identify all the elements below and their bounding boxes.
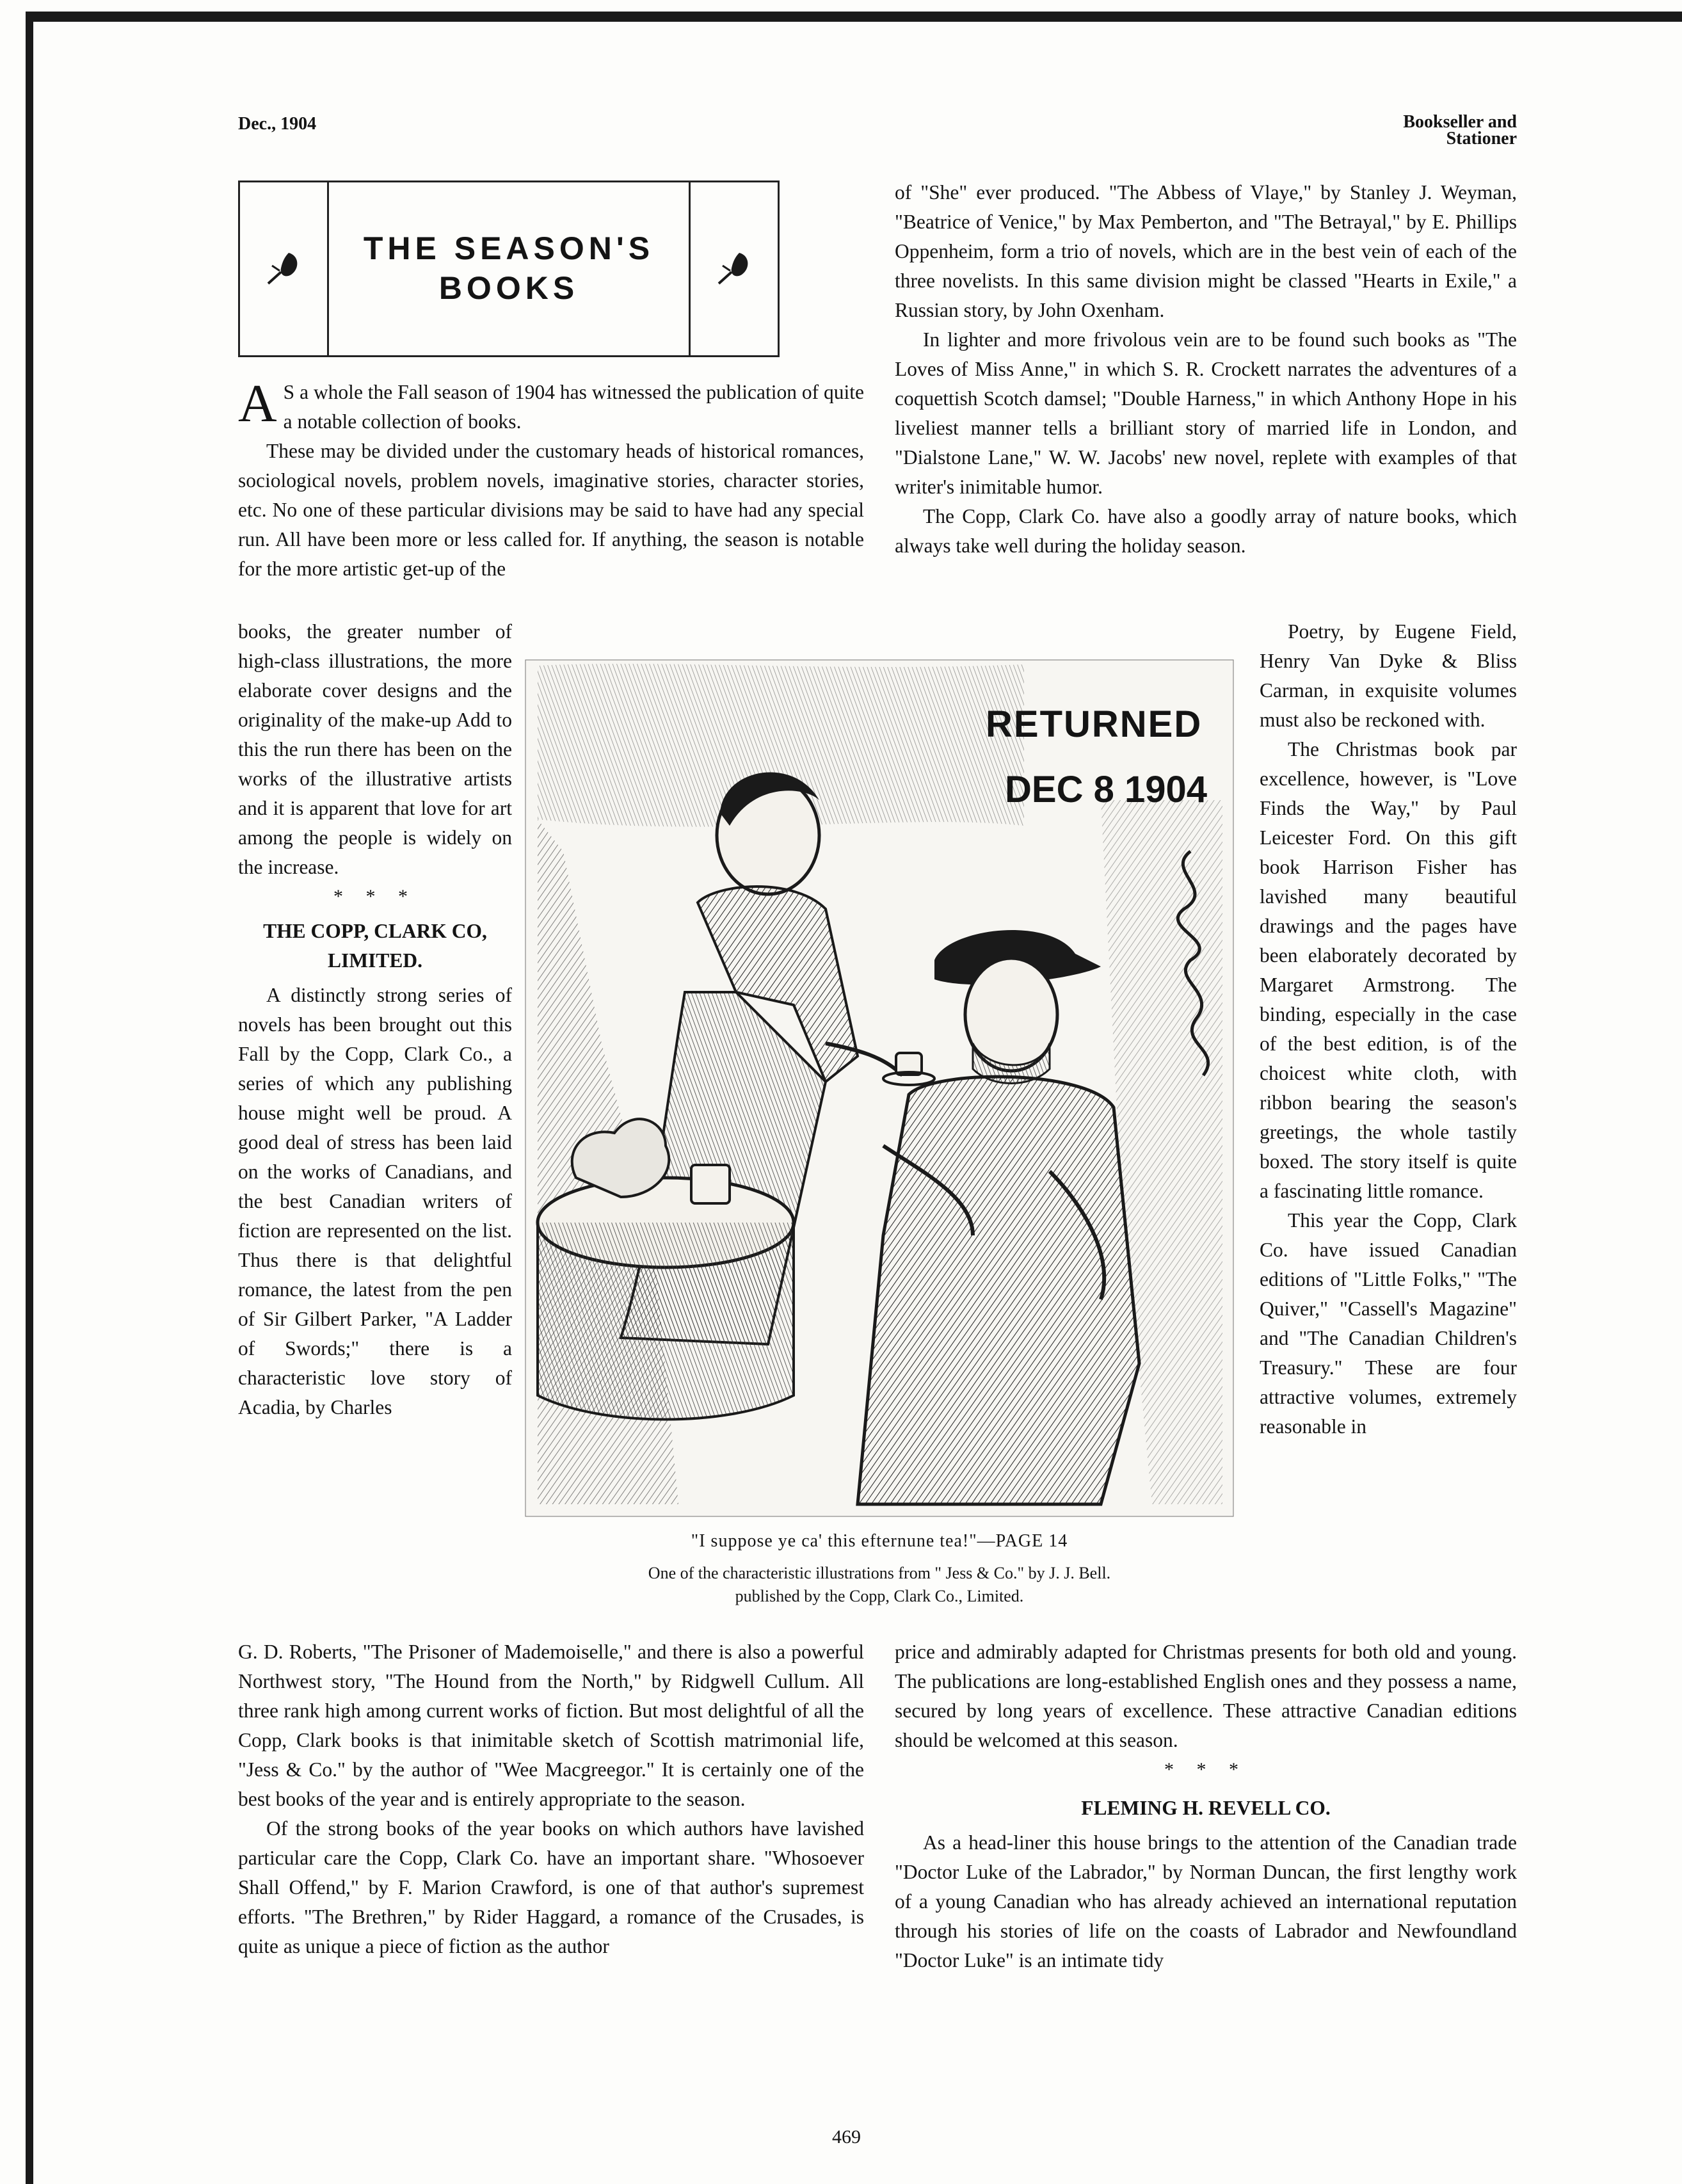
paragraph-canadian-editions: This year the Copp, Clark Co. have issued Canadian editions of "Little Folks," "The Quiver," "Cassell's Magazine" and "The Canadian Children's Treasury." These are four attractive volumes, extremely reasonable in [1260, 1209, 1517, 1438]
right-column-top [895, 178, 1517, 561]
page-number: 469 [832, 2126, 861, 2148]
section-divider-stars: * * * [333, 886, 417, 907]
right-narrow-column [1260, 617, 1517, 1441]
drop-cap: A [238, 374, 277, 433]
paragraph-jess-and-co: G. D. Roberts, "The Prisoner of Mademoiselle," and there is also a powerful Northwest story, "The Hound from the North," by Ridgwell Cullum. All three rank high among current works of fiction. But most delightful of all the Copp, Clark books is that inimitable sketch of Scottish matrimonial life, "Jess & Co." by the author of "Wee Macgreegor." It is certainly one of the best books of the year and is entirely appropriate to the season. [238, 1641, 864, 1810]
running-head-date: Dec., 1904 [238, 114, 317, 134]
paragraph-novelists: of "She" ever produced. "The Abbess of Vlaye," by Stanley J. Weyman, "Beatrice of Venice," by Max Pemberton, and "The Betrayal," by E. Phillips Oppenheim, form a trio of novels, which are in the best vein of each of the three novelists. In this same division might be classed "Hearts in Exile," a Russian story, by John Oxenham. [895, 181, 1517, 321]
left-column-intro [238, 374, 864, 584]
title-box [238, 181, 780, 357]
caption-line-2: published by the Copp, Clark Co., Limited. [735, 1587, 1024, 1605]
left-narrow-column [238, 617, 512, 1422]
paragraph-poetry: Poetry, by Eugene Field, Henry Van Dyke & Bliss Carman, in exquisite volumes must also be reckoned with. [1260, 620, 1517, 731]
section-title [330, 229, 688, 308]
section-divider-stars: * * * [1164, 1759, 1247, 1780]
paragraph-strong-books: Of the strong books of the year books on which authors have lavished particular care the Copp, Clark Co. have an important share. "Whosoever Shall Offend," by F. Marion Crawford, is one of that author's supremest efforts. "The Brethren," by Rider Haggard, a romance of the Crusades, is quite as unique a piece of fiction as the author [238, 1817, 864, 1957]
paragraph-copp-clark: A distinctly strong series of novels has been brought out this Fall by the Copp, Clark Co., a series of which any publishing house might well be proud. A good deal of stress has been laid on the works of Canadians, and the best Canadian writers of fiction are represented on the list. Thus there is that delightful romance, the latest from the pen of Sir Gilbert Parker, "A Ladder of Swords;" there is a characteristic love story of Acadia, by Charles [238, 984, 512, 1418]
leaf-ornament-icon [263, 246, 304, 287]
paragraph-love-finds-the-way: The Christmas book par excellence, however, is "Love Finds the Way," by Paul Leicester Ford. On this gift book Harrison Fisher has lavished many beautiful drawings and the pages have been elaborately decorated by Margaret Armstrong. The binding, especially in the case of the best edition, is of the choicest white cloth, with ribbon bearing the season's greetings, the whole tastily boxed. The story itself is quite a fascinating little romance. [1260, 738, 1517, 1202]
section-title-line-2: BOOKS [438, 270, 579, 306]
stamp-date: DEC 8 1904 [1005, 769, 1207, 810]
paragraph-nature-books: The Copp, Clark Co. have also a goodly array of nature books, which always take well during the holiday season. [895, 505, 1517, 557]
caption-line-1: One of the characteristic illustrations from " Jess & Co." by J. J. Bell. [648, 1564, 1111, 1582]
paragraph-christmas-presents: price and admirably adapted for Christmas presents for both old and young. The publications are long-established English ones and they possess a name, secured by long years of excellence. These attractive Canadian editions should be welcomed at this season. [895, 1641, 1517, 1751]
paragraph-art-increase: books, the greater number of high-class illustrations, the more elaborate cover designs and the originality of the make-up Add to this the run there has been on the works of the illustrative artists and it is apparent that love for art among the people is widely on the increase. [238, 620, 512, 878]
illustration-caption-quote: "I suppose ye ca' this efternune tea!"—PAGE 14 [691, 1531, 1068, 1551]
stamp-returned: RETURNED [986, 703, 1203, 745]
intro-paragraph-2: These may be divided under the customary heads of historical romances, sociological novels, problem novels, imaginative stories, character stories, etc. No one of these particular divisions may be said to have had any special run. All have been more or less called for. If anything, the season is notable for the more artistic get-up of the [238, 440, 864, 580]
illustration-caption [525, 1562, 1234, 1608]
top-rule [26, 12, 1682, 22]
leaf-ornament-icon [714, 246, 755, 287]
running-head-line-1: Bookseller and [1403, 112, 1517, 132]
running-head-publication [1403, 114, 1517, 147]
paragraph-lighter-vein: In lighter and more frivolous vein are to be found such books as "The Loves of Miss Anne," in which S. R. Crockett narrates the adventures of a coquettish Scotch damsel; "Double Harness," in which Anthony Hope in his liveliest manner tells a brilliant story of married life in London, and "Dialstone Lane," W. W. Jacobs' new novel, replete with examples of that writer's inimitable humor. [895, 328, 1517, 498]
left-binding-rule [26, 12, 33, 2184]
intro-paragraph: A S a whole the Fall season of 1904 has witnessed the publication of quite a notable collection of books. [238, 374, 864, 433]
running-head-line-2: Stationer [1446, 129, 1517, 149]
right-column-bottom [895, 1637, 1517, 1975]
left-column-bottom [238, 1637, 864, 1961]
section-heading-copp-clark: THE COPP, CLARK CO, LIMITED. [263, 920, 487, 972]
section-title-line-1: THE SEASON'S [363, 230, 655, 266]
paragraph-doctor-luke: As a head-liner this house brings to the attention of the Canadian trade "Doctor Luke of the Labrador," by Norman Duncan, the first lengthy work of a young Canadian who has already achieved an international reputation through his stories of life on the coasts of Labrador and Newfoundland "Doctor Luke" is an intimate tidy [895, 1831, 1517, 1971]
section-heading-revell: FLEMING H. REVELL CO. [1081, 1797, 1331, 1819]
